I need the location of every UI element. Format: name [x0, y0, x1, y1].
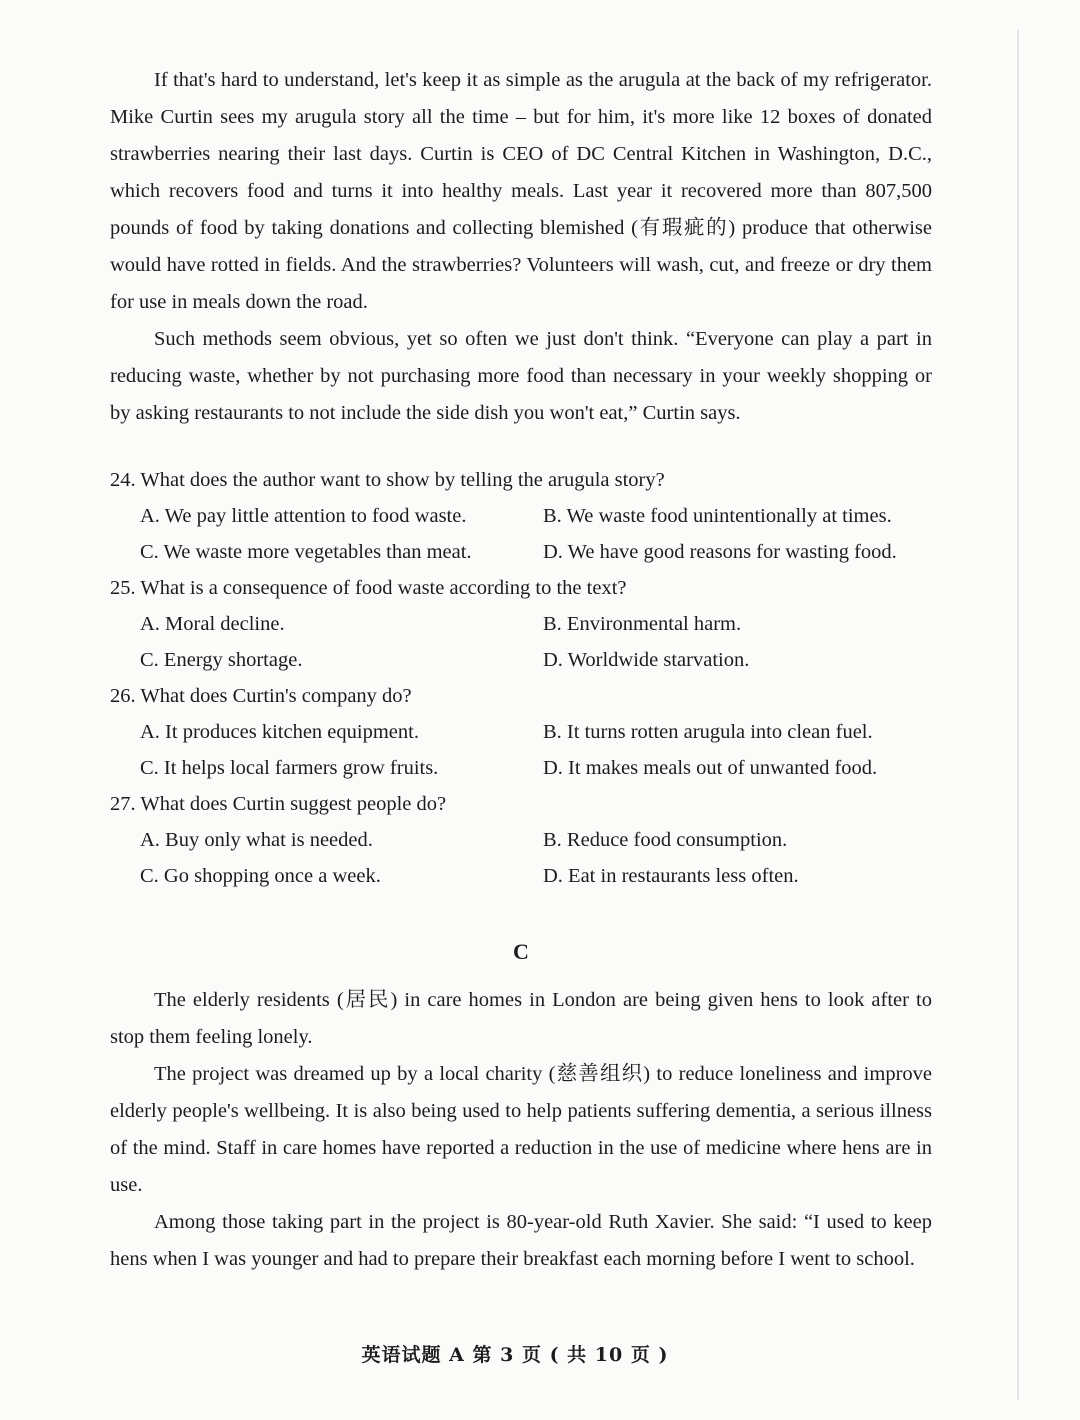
- option-a: A. Buy only what is needed.: [140, 829, 373, 851]
- page-content: [110, 62, 932, 1278]
- option-c: C. We waste more vegetables than meat.: [140, 541, 472, 563]
- option-d: D. It makes meals out of unwanted food.: [543, 757, 878, 779]
- passage-c-paragraph-3: Among those taking part in the project is 80-year-old Ruth Xavier. She said: “I used to keep hens when I was younger and had to prepare their breakfast each morning before I went to school.: [110, 1211, 932, 1270]
- passage-b-paragraph-1: If that's hard to understand, let's keep it as simple as the arugula at the back of my refrigerator. Mike Curtin sees my arugula story all the time – but for him, it's more like 12 boxes of donated strawberries nearing their last days. Curtin is CEO of DC Central Kitchen in Washington, D.C., which recovers food and turns it into healthy meals. Last year it recovered more than 807,500 pounds of food by taking donations and collecting blemished (有瑕疵的) produce that otherwise would have rotted in fields. And the strawberries? Volunteers will wash, cut, and freeze or dry them for use in meals down the road.: [110, 69, 932, 313]
- page-footer: 英语试题 A 第 3 页 ( 共 10 页 ): [361, 1344, 669, 1366]
- option-c: C. It helps local farmers grow fruits.: [140, 757, 439, 779]
- question-26: [110, 678, 932, 786]
- option-d: D. We have good reasons for wasting food.: [543, 541, 897, 563]
- option-b: B. It turns rotten arugula into clean fuel.: [543, 721, 873, 743]
- passage-c-paragraph-2: The project was dreamed up by a local charity (慈善组织) to reduce loneliness and improve elderly people's wellbeing. It is also being used to help patients suffering dementia, a serious illness of the mind. Staff in care homes have reported a reduction in the use of medicine where hens are in use.: [110, 1063, 932, 1196]
- question-options: [110, 714, 932, 786]
- question-options: [110, 606, 932, 678]
- question-list: [110, 462, 932, 894]
- option-c: C. Go shopping once a week.: [140, 865, 381, 887]
- question-stem: 25. What is a consequence of food waste according to the text?: [110, 577, 627, 599]
- question-25: [110, 570, 932, 678]
- page-edge-divider: [1017, 30, 1019, 1400]
- passage-b-paragraph-2: Such methods seem obvious, yet so often we just don't think. “Everyone can play a part in reducing waste, whether by not purchasing more food than necessary in your weekly shopping or by asking restaurants to not include the side dish you won't eat,” Curtin says.: [110, 328, 932, 424]
- option-c: C. Energy shortage.: [140, 649, 303, 671]
- question-options: [110, 498, 932, 570]
- option-a: A. We pay little attention to food waste.: [140, 505, 467, 527]
- question-stem: 26. What does Curtin's company do?: [110, 685, 412, 707]
- question-24: [110, 462, 932, 570]
- question-27: [110, 786, 932, 894]
- passage-c-paragraph-1: The elderly residents (居民) in care homes in London are being given hens to look after to stop them feeling lonely.: [110, 989, 932, 1048]
- option-b: B. Environmental harm.: [543, 613, 742, 635]
- option-d: D. Eat in restaurants less often.: [543, 865, 799, 887]
- question-stem: 27. What does Curtin suggest people do?: [110, 793, 447, 815]
- question-stem: 24. What does the author want to show by telling the arugula story?: [110, 469, 665, 491]
- option-a: A. Moral decline.: [140, 613, 285, 635]
- option-d: D. Worldwide starvation.: [543, 649, 750, 671]
- question-options: [110, 822, 932, 894]
- section-c-heading: C: [513, 939, 529, 964]
- option-a: A. It produces kitchen equipment.: [140, 721, 419, 743]
- option-b: B. Reduce food consumption.: [543, 829, 788, 851]
- option-b: B. We waste food unintentionally at times.: [543, 505, 892, 527]
